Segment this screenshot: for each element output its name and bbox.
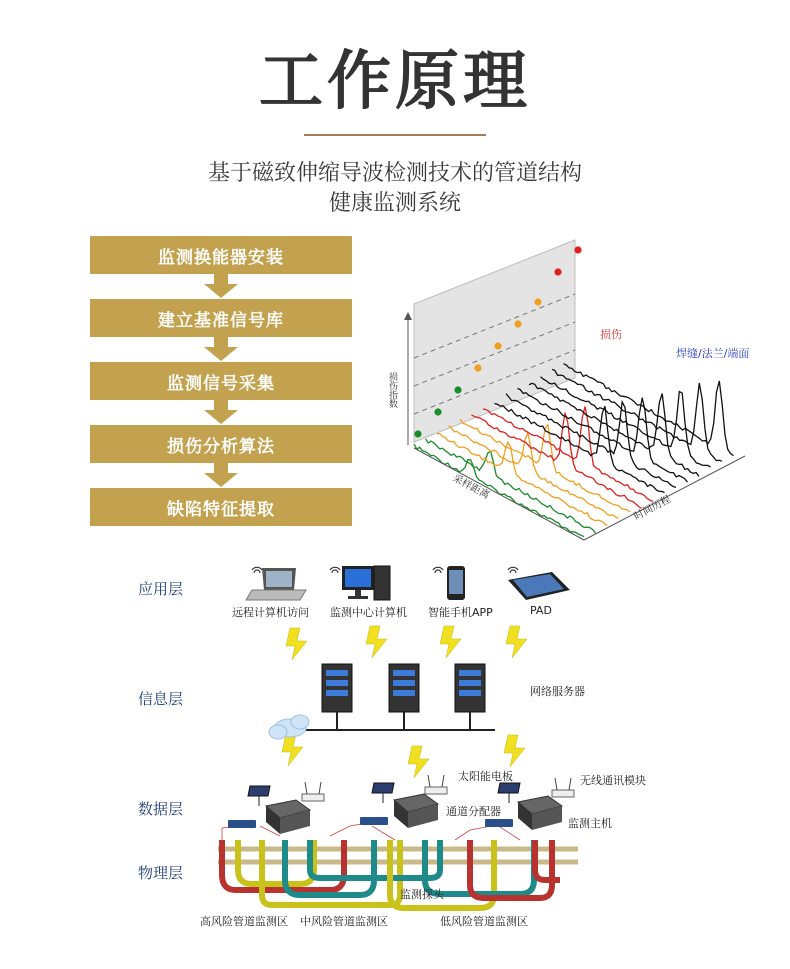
- subtitle-line1: 基于磁致伸缩导波检测技术的管道结构: [207, 161, 582, 186]
- device-label-host: 监测主机: [568, 817, 612, 830]
- server-icon: [322, 664, 485, 712]
- x-axis-label: 采样距离: [450, 472, 492, 502]
- laptop-icon: [246, 568, 306, 600]
- cloud-icon: [269, 715, 309, 739]
- z-axis-label: 时间历程: [632, 494, 673, 523]
- desktop-computer-icon: [342, 566, 390, 600]
- device-label-server: 网络服务器: [530, 685, 585, 698]
- flow-arrow-down-icon: [204, 284, 238, 298]
- signal-trace-10: [518, 388, 688, 482]
- layer-information: 信息层: [138, 690, 184, 708]
- weld-flange-label: 焊缝/法兰/端面: [676, 347, 750, 360]
- damage-index-point-3: [454, 386, 461, 393]
- device-label-phone: 智能手机APP: [428, 606, 493, 619]
- damage-index-point-4: [474, 364, 481, 371]
- device-label-remote: 远程计算机访问: [232, 606, 309, 619]
- flow-arrow-stem: [214, 400, 228, 410]
- device-label-solar: 太阳能电板: [458, 770, 513, 783]
- flow-step-label: 建立基准信号库: [158, 310, 284, 331]
- y-axis-label: 损伤指数: [387, 372, 397, 408]
- subtitle-line2: 健康监测系统: [328, 191, 461, 216]
- layer-data: 数据层: [138, 800, 184, 818]
- damage-index-point-8: [554, 268, 561, 275]
- signal-trace-9: [506, 394, 676, 488]
- pipe-network: [218, 840, 578, 908]
- damage-index-point-6: [514, 320, 521, 327]
- device-label-wireless: 无线通讯模块: [580, 774, 646, 787]
- damage-index-point-9: [574, 246, 581, 253]
- flow-step-1: [90, 236, 352, 274]
- signal-trace-7: [483, 407, 653, 502]
- damage-index-point-2: [434, 408, 441, 415]
- zone-label-low: 低风险管道监测区: [440, 915, 528, 928]
- flow-arrow-stem: [214, 274, 228, 284]
- signal-trace-4: [449, 426, 619, 519]
- device-label-monitor-pc: 监测中心计算机: [330, 606, 407, 619]
- layer-application: 应用层: [138, 580, 184, 598]
- flow-arrow-down-icon: [204, 473, 238, 487]
- flow-arrow-stem: [214, 337, 228, 347]
- signal-trace-11: [529, 383, 699, 476]
- flow-arrow-down-icon: [204, 347, 238, 361]
- flow-arrow-down-icon: [204, 410, 238, 424]
- device-label-pad: PAD: [530, 604, 552, 617]
- flow-step-4: [90, 425, 352, 463]
- damage-label: 损伤: [600, 328, 622, 341]
- flow-step-3: [90, 362, 352, 400]
- device-label-splitter: 通道分配器: [446, 805, 501, 818]
- damage-index-point-1: [414, 430, 421, 437]
- page-title: 工作原理: [259, 45, 531, 119]
- layer-physical: 物理层: [138, 864, 184, 882]
- smartphone-icon: [447, 566, 465, 600]
- flow-step-2: [90, 299, 352, 337]
- zone-label-high: 高风险管道监测区: [200, 915, 288, 928]
- flow-step-5: [90, 488, 352, 526]
- y-axis-arrow-icon: [404, 312, 412, 320]
- signal-trace-2: [426, 439, 596, 534]
- title-divider: [304, 134, 486, 136]
- wireless-module-icon: [302, 775, 574, 801]
- flow-step-label: 监测信号采集: [167, 373, 275, 394]
- signal-trace-12: [541, 377, 711, 467]
- flow-step-label: 损伤分析算法: [167, 436, 275, 457]
- signal-trace-1: [414, 444, 584, 537]
- signal-trace-6: [472, 413, 642, 509]
- tablet-icon: [508, 572, 570, 600]
- damage-index-point-7: [534, 298, 541, 305]
- flow-step-label: 监测换能器安装: [158, 247, 284, 268]
- flow-arrow-stem: [214, 463, 228, 473]
- zone-label-medium: 中风险管道监测区: [300, 915, 388, 928]
- signal-trace-13: [552, 369, 722, 461]
- x-axis: [414, 448, 584, 540]
- device-label-probe: 监测探头: [400, 888, 444, 901]
- damage-index-point-5: [494, 342, 501, 349]
- signal-waterfall-chart: [370, 230, 770, 550]
- flow-step-label: 缺陷特征提取: [167, 499, 275, 520]
